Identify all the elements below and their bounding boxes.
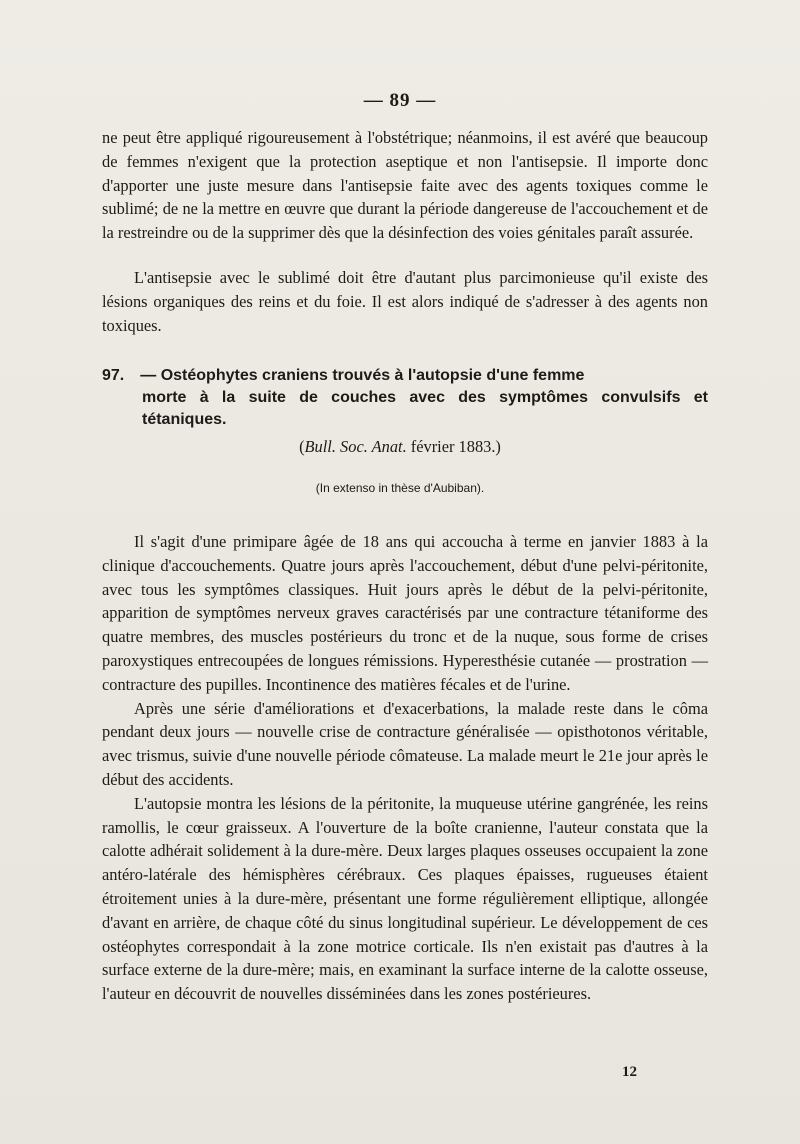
paragraph: Il s'agit d'une primipare âgée de 18 ans qui accoucha à terme en janvier 1883 à la clinique d'accouchements. Quatre jours après l'accouchement, début d'une pelvi-péritonite, avec tous les symptômes classiques. Huit jours après le début de la pelvi-péritonite, apparition de symptômes nerveux graves caractérisés par une contracture tétaniforme des quatre membres, des muscles postérieurs du tronc et de la nuque, sous forme de crises paroxystiques entrecoupées de longues rémissions. Hyperesthésie cutanée — prostration — contracture des pupilles. Incontinence des matières fécales et de l'urine. xyxy=(102,532,708,694)
section-heading xyxy=(102,365,708,431)
citation-note: (In extenso in thèse d'Aubiban). xyxy=(315,481,485,495)
paragraph: L'autopsie montra les lésions de la péritonite, la muqueuse utérine gangrénée, les reins ramollis, le cœur graisseux. A l'ouverture de la boîte cranienne, l'auteur constata que la calotte adhérait solidement à la dure-mère. Deux larges plaques osseuses occupaient la zone antéro-latérale des hémisphères cérébraux. Ces plaques épaisses, rugueuses étaient étroitement unies à la dure-mère, présentant une forme régulièrement elliptique, allongée d'avant en arrière, de chaque côté du sinus longitudinal supérieur. Le développement de ces ostéophytes correspondait à la zone motrice corticale. Ils n'en existait pas d'autres à la surface externe de la dure-mère; mais, en examinant la surface interne de la calotte osseuse, l'auteur en découvrit de nouvelles disséminées dans les zones postérieures. xyxy=(102,793,708,1004)
case-text xyxy=(102,530,708,1006)
journal-name: Bull. Soc. Anat. xyxy=(304,437,407,456)
page-number: — 89 — xyxy=(363,90,437,111)
section-title: — Ostéophytes craniens trouvés à l'autopsie d'une femme xyxy=(140,367,585,384)
section-number: 97. xyxy=(102,367,125,384)
paragraph: ne peut être appliqué rigoureusement à l'obstétrique; néanmoins, il est avéré que beaucoup de femmes n'exigent que la protection aseptique et non l'antisepsie. Il importe donc d'apporter une juste mesure dans l'antisepsie faite avec des agents toxiques comme le sublimé; de ne la mettre en œuvre que durant la période dangereuse de l'accouchement et de la restreindre ou de la supprimer dès que la désinfection des voies génitales paraît assurée. xyxy=(102,128,708,243)
signature-mark: 12 xyxy=(622,1064,637,1080)
opening-text-2 xyxy=(102,266,708,337)
source-citation: (Bull. Soc. Anat. février 1883.) xyxy=(299,437,501,456)
citation-date: février 1883.) xyxy=(406,437,501,456)
paragraph: Après une série d'améliorations et d'exacerbations, la malade reste dans le côma pendant deux jours — nouvelle crise de contracture généralisée — opisthotonos véritable, avec trismus, suivie d'une nouvelle période cômateuse. La malade meurt le 21e jour après le début des accidents. xyxy=(102,698,708,789)
opening-text xyxy=(102,126,708,245)
section-title-continued: morte à la suite de couches avec des symptômes convulsifs et tétaniques. xyxy=(142,389,708,428)
paragraph: L'antisepsie avec le sublimé doit être d'autant plus parcimonieuse qu'il existe des lésions organiques des reins et du foie. Il est alors indiqué de s'adresser à des agents non toxiques. xyxy=(102,268,708,335)
